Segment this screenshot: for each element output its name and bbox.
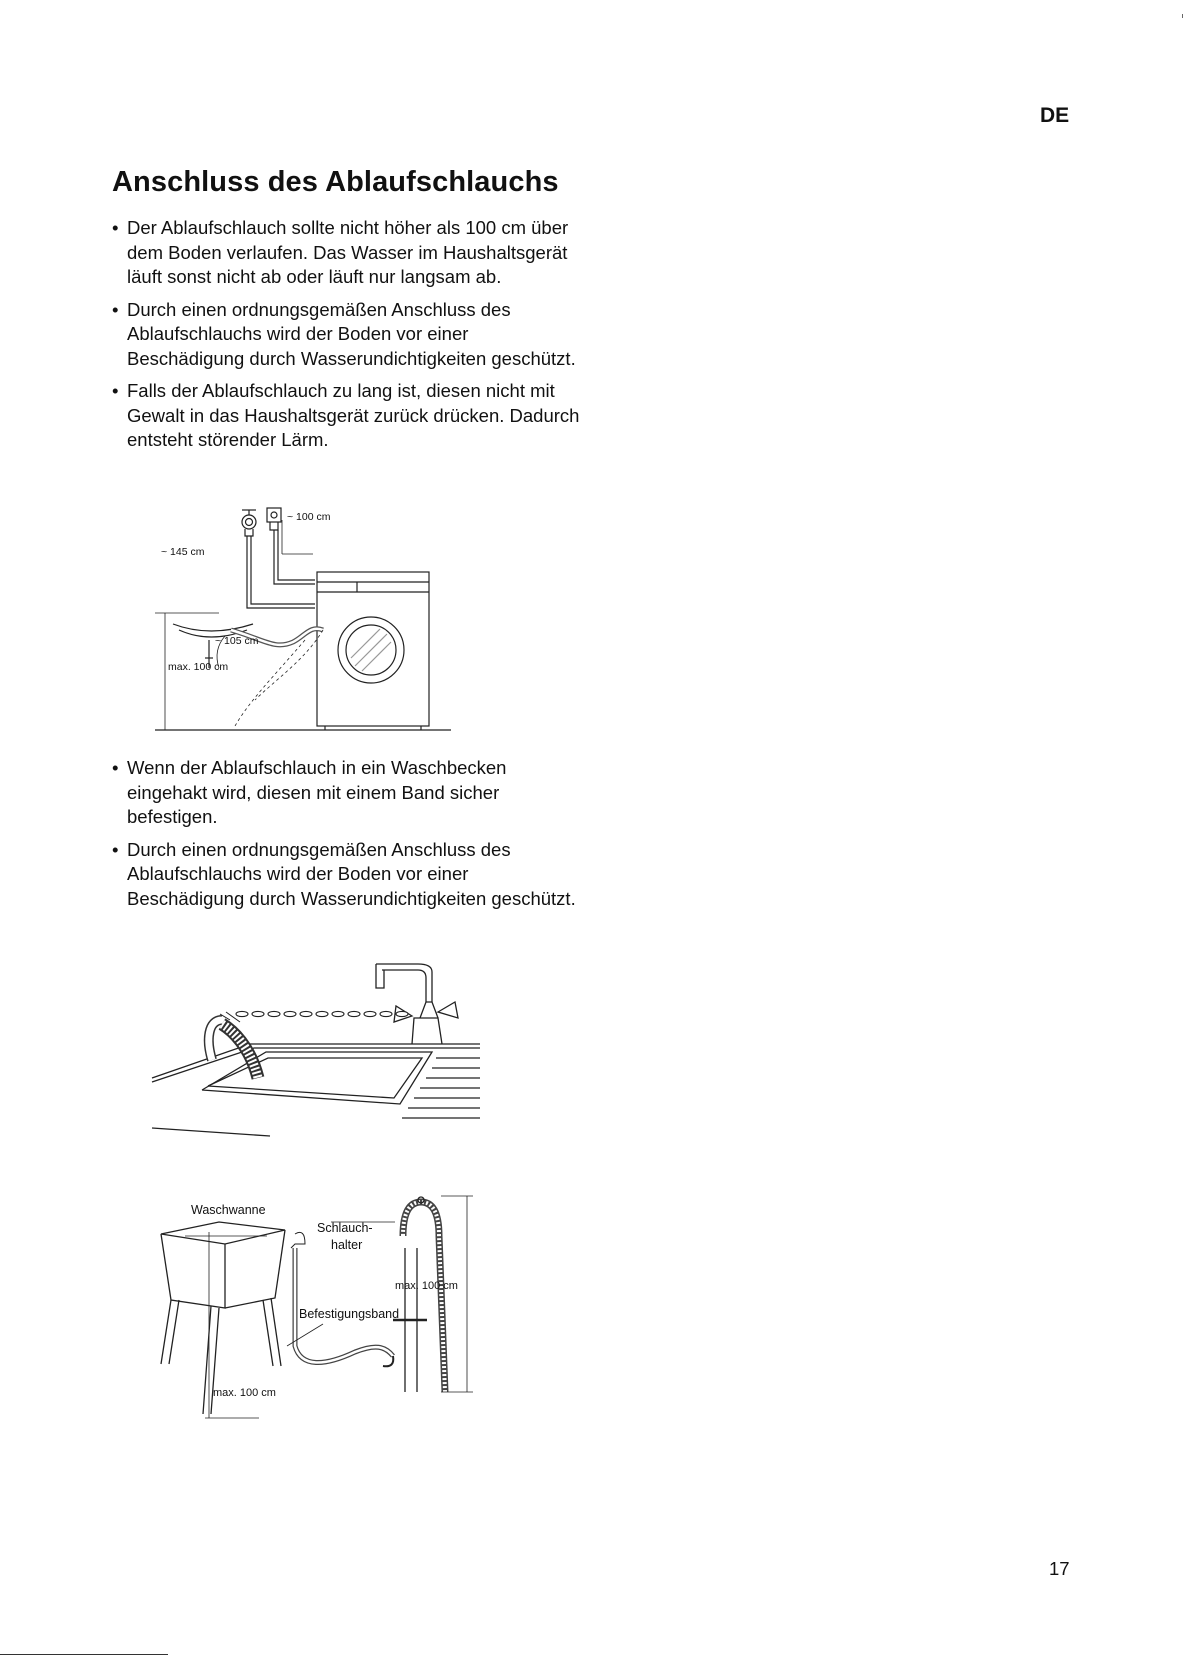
socket-icon — [267, 508, 281, 530]
bullet-list-1 — [112, 216, 582, 461]
label-hose-holder-line2: halter — [331, 1238, 363, 1252]
label-fastening-strap: Befestigungsband — [299, 1307, 400, 1321]
faucet — [376, 964, 458, 1044]
bullet-item: • Durch einen ordnungsgemäßen Anschluss des Ablaufschlauchs wird der Boden vor einer Beschädigung durch Wasserundichtigkeiten geschützt. — [112, 838, 582, 912]
bullet-item: • Der Ablaufschlauch sollte nicht höher als 100 cm über dem Boden verlaufen. Das Wasser im Haushaltsgerät läuft sonst nicht ab oder läuft nur langsam ab. — [112, 216, 582, 290]
footer-rule — [0, 1654, 168, 1655]
language-tag: DE — [1040, 104, 1070, 127]
bullet-item: • Durch einen ordnungsgemäßen Anschluss des Ablaufschlauchs wird der Boden vor einer Beschädigung durch Wasserundichtigkeiten geschützt. — [112, 298, 582, 372]
page-number: 17 — [1049, 1558, 1070, 1579]
corner-trim-mark — [1182, 14, 1183, 18]
standpipe — [403, 1197, 445, 1392]
label-max-height-right: max. 100 cm — [395, 1280, 458, 1292]
washing-machine — [317, 572, 429, 730]
figure-washtub-standpipe-diagram — [155, 1196, 485, 1436]
figure-sink-hose-diagram — [150, 950, 490, 1146]
bullet-item: • Falls der Ablaufschlauch zu lang ist, diesen nicht mit Gewalt in das Haushaltsgerät zurück drücken. Dadurch entsteht störender Lärm. — [112, 379, 582, 453]
bullet-list-2 — [112, 756, 582, 919]
tap-icon — [242, 510, 256, 536]
figure-drain-height-diagram — [155, 500, 455, 732]
bullet-item: • Wenn der Ablaufschlauch in ein Waschbecken eingehakt wird, diesen mit einem Band sicher befestigen. — [112, 756, 582, 830]
label-max-height-left: max. 100 cm — [213, 1387, 276, 1399]
label-max-height: max. 100 cm — [168, 661, 229, 673]
label-tap-height: ~ 100 cm — [287, 511, 331, 523]
tie-band — [236, 1011, 408, 1016]
page-title: Anschluss des Ablaufschlauchs — [112, 166, 559, 198]
label-hose-holder-line1: Schlauch- — [317, 1221, 373, 1235]
label-wash-tub: Waschwanne — [191, 1203, 266, 1217]
label-hose-length: ~ 105 cm — [215, 635, 259, 647]
wash-tub — [161, 1222, 285, 1414]
label-total-length: ~ 145 cm — [161, 546, 205, 558]
